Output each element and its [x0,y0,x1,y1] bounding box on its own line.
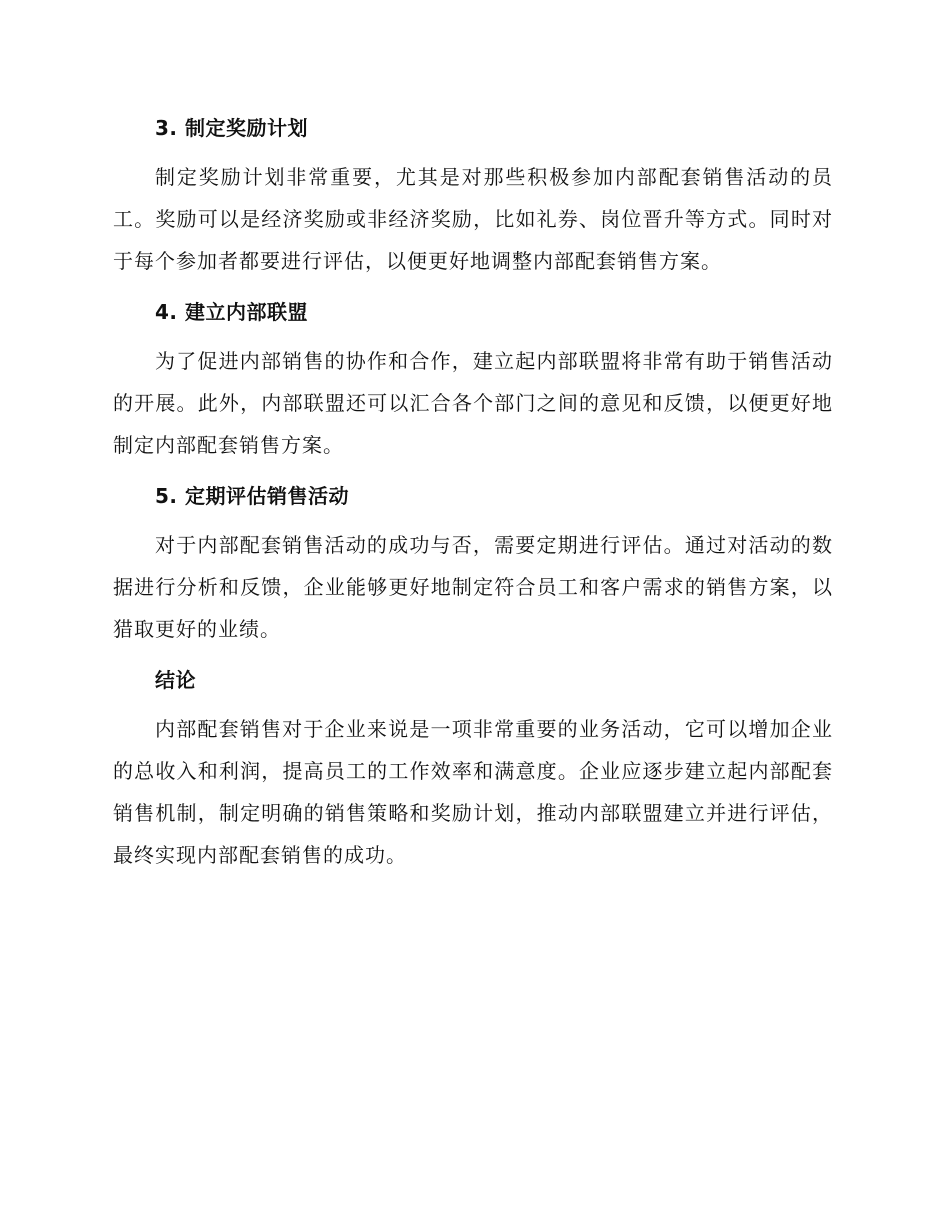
section-conclusion [113,664,833,876]
section-internal-alliance [113,296,833,466]
section-periodic-evaluation [113,480,833,650]
document-body [113,112,833,876]
section-paragraph: 对于内部配套销售活动的成功与否，需要定期进行评估。通过对活动的数据进行分析和反馈，企业能够更好地制定符合员工和客户需求的销售方案，以猎取更好的业绩。 [113,533,833,641]
section-heading: 5. 定期评估销售活动 [155,484,349,508]
section-paragraph: 制定奖励计划非常重要，尤其是对那些积极参加内部配套销售活动的员工。奖励可以是经济奖励或非经济奖励，比如礼券、岗位晋升等方式。同时对于每个参加者都要进行评估，以便更好地调整内部配套销售方案。 [113,165,833,273]
section-reward-plan [113,112,833,282]
section-paragraph: 为了促进内部销售的协作和合作，建立起内部联盟将非常有助于销售活动的开展。此外，内部联盟还可以汇合各个部门之间的意见和反馈，以便更好地制定内部配套销售方案。 [113,349,833,457]
section-heading: 结论 [155,668,196,692]
section-paragraph: 内部配套销售对于企业来说是一项非常重要的业务活动，它可以增加企业的总收入和利润，提高员工的工作效率和满意度。企业应逐步建立起内部配套销售机制，制定明确的销售策略和奖励计划，推动内部联盟建立并进行评估，最终实现内部配套销售的成功。 [113,717,833,867]
section-heading: 3. 制定奖励计划 [155,116,308,140]
section-heading: 4. 建立内部联盟 [155,300,308,324]
